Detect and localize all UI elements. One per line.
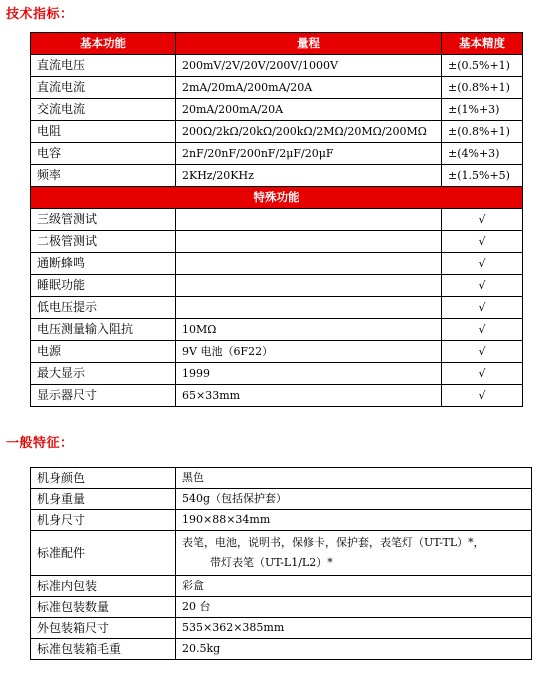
table-row [31, 639, 532, 660]
function-cell: 电容 [31, 143, 176, 165]
table-row [31, 209, 523, 231]
table-row [31, 468, 532, 489]
function-cell: 电阻 [31, 121, 176, 143]
range-cell: 2KHz/20KHz [176, 165, 442, 187]
feature-value-cell: 黑色 [176, 468, 532, 489]
general-title: 一般特征： [6, 436, 74, 451]
check-cell: √ [442, 319, 523, 341]
check-cell: √ [442, 253, 523, 275]
feature-value-cell: 彩盒 [176, 576, 532, 597]
accuracy-cell: ±(0.8%+1) [442, 77, 523, 99]
table-row [31, 275, 523, 297]
function-cell: 最大显示 [31, 363, 176, 385]
value-cell [176, 253, 442, 275]
table-row [31, 597, 532, 618]
function-cell: 频率 [31, 165, 176, 187]
value-cell [176, 275, 442, 297]
header-range: 量程 [176, 33, 442, 55]
accuracy-cell: ±(0.5%+1) [442, 55, 523, 77]
function-cell: 通断蜂鸣 [31, 253, 176, 275]
table-row [31, 55, 523, 77]
header-accuracy: 基本精度 [442, 33, 523, 55]
value-cell [176, 231, 442, 253]
feature-value-cell [176, 531, 532, 576]
accuracy-cell: ±(4%+3) [442, 143, 523, 165]
special-header-row [31, 187, 523, 209]
accuracy-cell: ±(1.5%+5) [442, 165, 523, 187]
table-row [31, 165, 523, 187]
check-cell: √ [442, 363, 523, 385]
header-row [31, 33, 523, 55]
value-cell: 65×33mm [176, 385, 442, 407]
table-row [31, 231, 523, 253]
table-row [31, 510, 532, 531]
value-cell [176, 297, 442, 319]
feature-label-cell: 标准内包装 [31, 576, 176, 597]
table-row [31, 489, 532, 510]
check-cell: √ [442, 231, 523, 253]
table-row [31, 341, 523, 363]
function-cell: 交流电流 [31, 99, 176, 121]
check-cell: √ [442, 275, 523, 297]
feature-value-cell: 535×362×385mm [176, 618, 532, 639]
feature-label-cell: 标准配件 [31, 531, 176, 576]
tech-spec-table [30, 32, 523, 407]
feature-value-line: 带灯表笔（UT-L1/L2）* [210, 556, 333, 569]
value-cell: 1999 [176, 363, 442, 385]
value-cell [176, 209, 442, 231]
function-cell: 直流电压 [31, 55, 176, 77]
tech-spec-title: 技术指标： [6, 7, 74, 22]
range-cell: 2mA/20mA/200mA/20A [176, 77, 442, 99]
table-row [31, 618, 532, 639]
accuracy-cell: ±(0.8%+1) [442, 121, 523, 143]
table-row [31, 143, 523, 165]
general-table [30, 467, 532, 660]
check-cell: √ [442, 297, 523, 319]
table-row [31, 253, 523, 275]
function-cell: 三级管测试 [31, 209, 176, 231]
feature-value-cell: 20.5kg [176, 639, 532, 660]
table-row [31, 121, 523, 143]
table-row [31, 531, 532, 576]
feature-value-cell: 20 台 [176, 597, 532, 618]
table-row [31, 297, 523, 319]
function-cell: 电源 [31, 341, 176, 363]
feature-value-cell: 540g（包括保护套） [176, 489, 532, 510]
range-cell: 200Ω/2kΩ/20kΩ/200kΩ/2MΩ/20MΩ/200MΩ [176, 121, 442, 143]
header-basic-function: 基本功能 [31, 33, 176, 55]
range-cell: 20mA/200mA/20A [176, 99, 442, 121]
accuracy-cell: ±(1%+3) [442, 99, 523, 121]
feature-label-cell: 标准包装数量 [31, 597, 176, 618]
feature-label-cell: 机身尺寸 [31, 510, 176, 531]
feature-value-line: 表笔，电池，说明书，保修卡，保护套，表笔灯（UT-TL）*， [182, 536, 485, 549]
table-row [31, 99, 523, 121]
table-row [31, 319, 523, 341]
feature-value-cell: 190×88×34mm [176, 510, 532, 531]
check-cell: √ [442, 341, 523, 363]
check-cell: √ [442, 385, 523, 407]
function-cell: 电压测量输入阻抗 [31, 319, 176, 341]
table-row [31, 576, 532, 597]
table-row [31, 77, 523, 99]
value-cell: 9V 电池（6F22） [176, 341, 442, 363]
check-cell: √ [442, 209, 523, 231]
table-row [31, 385, 523, 407]
function-cell: 睡眠功能 [31, 275, 176, 297]
range-cell: 2nF/20nF/200nF/2μF/20μF [176, 143, 442, 165]
feature-label-cell: 机身重量 [31, 489, 176, 510]
table-row [31, 363, 523, 385]
function-cell: 低电压提示 [31, 297, 176, 319]
header-special-function: 特殊功能 [31, 187, 523, 209]
value-cell: 10MΩ [176, 319, 442, 341]
feature-label-cell: 标准包装箱毛重 [31, 639, 176, 660]
function-cell: 二极管测试 [31, 231, 176, 253]
feature-label-cell: 外包装箱尺寸 [31, 618, 176, 639]
range-cell: 200mV/2V/20V/200V/1000V [176, 55, 442, 77]
function-cell: 直流电流 [31, 77, 176, 99]
function-cell: 显示器尺寸 [31, 385, 176, 407]
feature-label-cell: 机身颜色 [31, 468, 176, 489]
